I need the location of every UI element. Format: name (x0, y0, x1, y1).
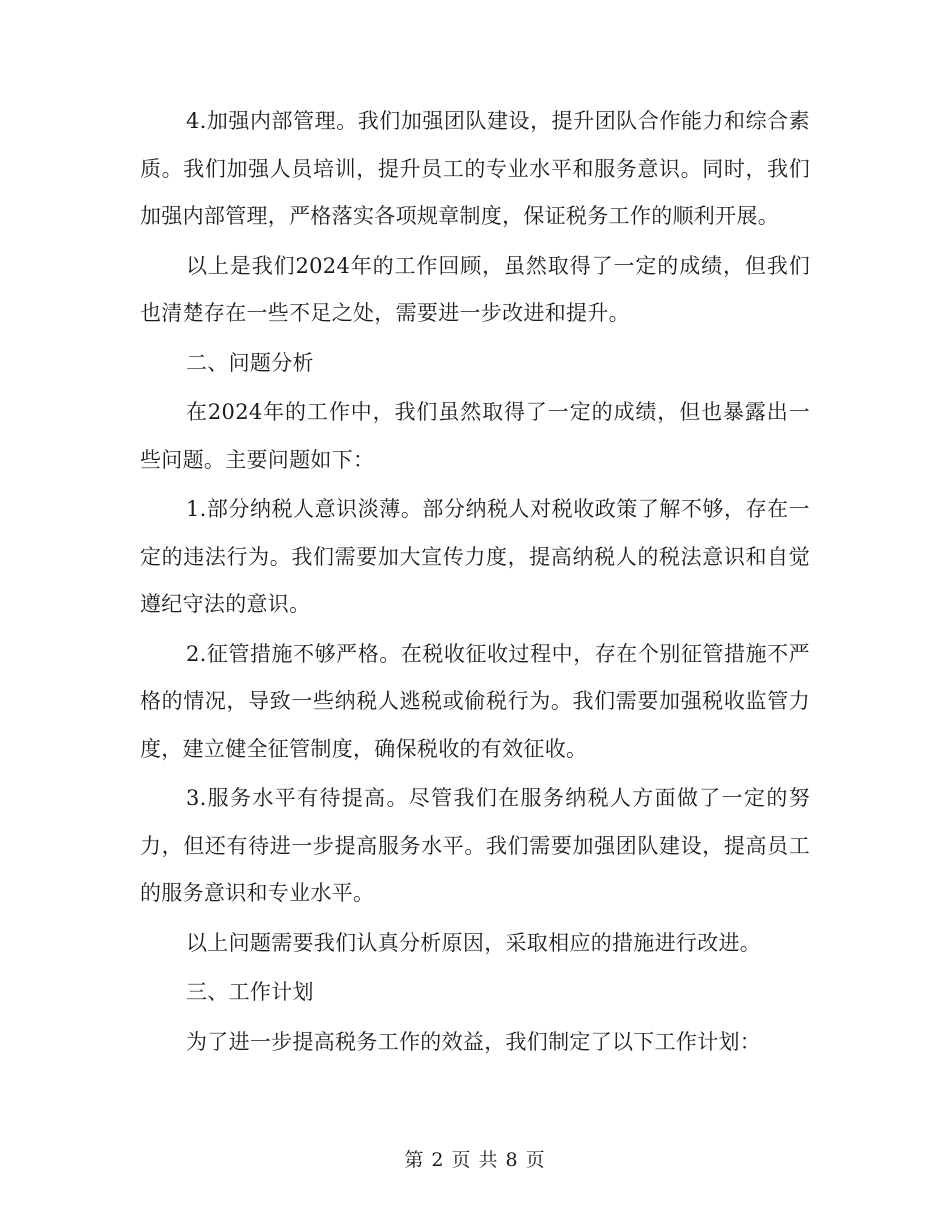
page-number-footer: 第 2 页 共 8 页 (404, 1149, 546, 1171)
paragraph-problem-conclusion: 以上问题需要我们认真分析原因，采取相应的措施进行改进。 (186, 930, 762, 955)
section-heading-work-plan: 三、工作计划 (186, 980, 314, 1004)
paragraph-review-summary: 以上是我们2024年的工作回顾，虽然取得了一定的成绩，但我们也清楚存在一些不足之处，需要进一步改进和提升。 (140, 253, 810, 325)
section-heading-problem-analysis: 二、问题分析 (186, 350, 314, 375)
paragraph-problem-1: 1.部分纳税人意识淡薄。部分纳税人对税收政策了解不够，存在一定的违法行为。我们需要加大宣传力度，提高纳税人的税法意识和自觉遵纪守法的意识。 (140, 497, 810, 616)
paragraph-work-plan-intro: 为了进一步提高税务工作的效益，我们制定了以下工作计划： (186, 1029, 762, 1054)
paragraph-problem-3: 3.服务水平有待提高。尽管我们在服务纳税人方面做了一定的努力，但还有待进一步提高服务水平。我们需要加强团队建设，提高员工的服务意识和专业水平。 (140, 786, 810, 905)
paragraph-internal-management: 4.加强内部管理。我们加强团队建设，提升团队合作能力和综合素质。我们加强人员培训，提升员工的专业水平和服务意识。同时，我们加强内部管理，严格落实各项规章制度，保证税务工作的顺利开展。 (140, 109, 810, 228)
paragraph-problem-2: 2.征管措施不够严格。在税收征收过程中，存在个别征管措施不严格的情况，导致一些纳税人逃税或偷税行为。我们需要加强税收监管力度，建立健全征管制度，确保税收的有效征收。 (140, 641, 810, 761)
document-body (140, 98, 810, 1068)
paragraph-problem-intro: 在2024年的工作中，我们虽然取得了一定的成绩，但也暴露出一些问题。主要问题如下： (140, 400, 810, 472)
